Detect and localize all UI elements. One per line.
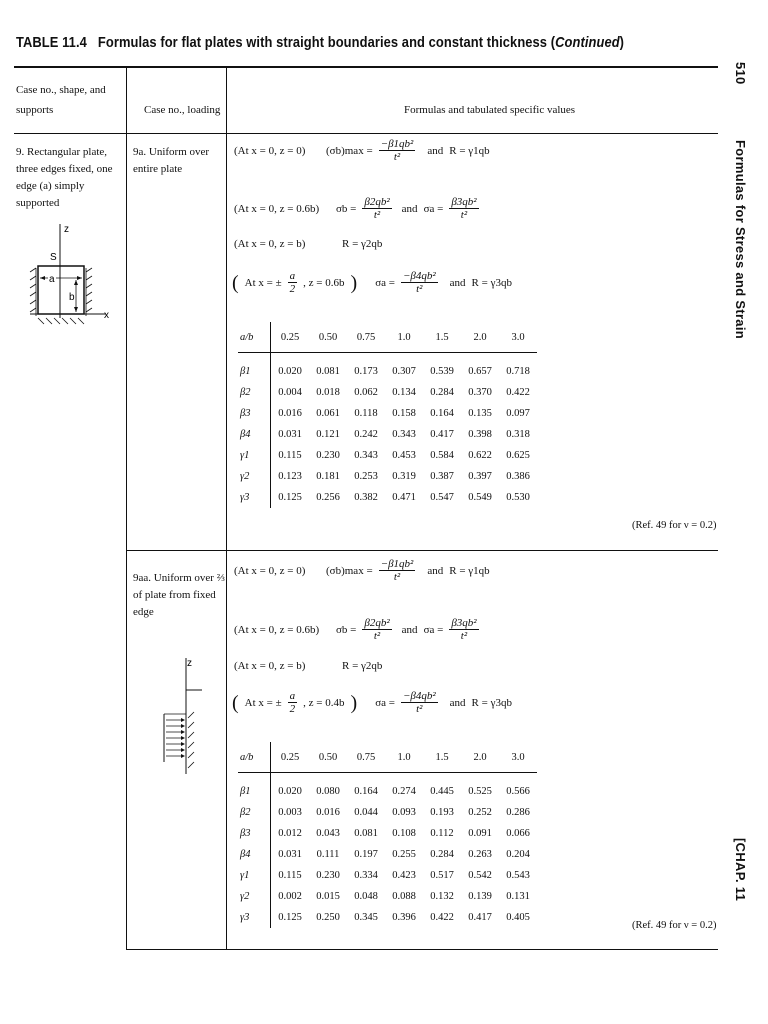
table-cell: 0.131 [506,891,530,902]
table-cell: 0.530 [506,492,530,503]
table-cell: 0.015 [316,891,340,902]
table-cell: 0.525 [468,786,492,797]
table-cell: 0.132 [430,891,454,902]
table-title [16,34,624,51]
diagram-a-label: a [49,274,55,285]
table-cell: 0.048 [354,891,378,902]
diagram-s-label: S [50,252,57,263]
column-divider-1 [126,68,127,949]
table-cell: 0.370 [468,387,492,398]
partial-load-diagram [158,654,208,776]
header-rule [14,133,718,134]
table-cell: 0.081 [316,366,340,377]
table-row [238,907,537,928]
table-cell: 0.088 [392,891,416,902]
table-cell: 0.396 [392,912,416,923]
table-row [238,886,537,907]
chapter-label: [CHAP. 11 [733,838,748,902]
table-cell: 0.164 [430,408,454,419]
table-cell: 0.657 [468,366,492,377]
table-cell: 0.471 [392,492,416,503]
table-cell: 0.417 [468,912,492,923]
table-cell: 0.018 [316,387,340,398]
table-cell: 0.091 [468,828,492,839]
table-cell: 0.543 [506,870,530,881]
case9a-formula-3: (At x = 0, z = b) R = γ2qb [234,238,383,250]
table-row [238,844,537,865]
table-cell: 0.382 [354,492,378,503]
table-cell: 0.181 [316,471,340,482]
table-cell: 0.417 [430,429,454,440]
row-label: β1 [238,773,271,803]
table-cell: 0.031 [278,849,302,860]
table-cell: 0.284 [430,849,454,860]
table-cell: 0.093 [392,807,416,818]
table-cell: 0.625 [506,450,530,461]
bottom-rule [126,949,718,950]
table-cell: 0.256 [316,492,340,503]
table-row [238,802,537,823]
table-cell: 0.343 [392,429,416,440]
table-row [238,773,537,803]
running-head: Formulas for Stress and Strain [733,140,748,339]
case9aa-loading-text: 9aa. Uniform over ⅔ of plate from fixed edge [133,572,225,618]
table-row [238,487,537,508]
top-rule [14,66,718,68]
table-cell: 0.334 [354,870,378,881]
table-cell: 0.453 [392,450,416,461]
case9a-values-table [238,322,537,508]
table-cell: 0.020 [278,786,302,797]
table-cell: 0.012 [278,828,302,839]
table-cell: 0.016 [278,408,302,419]
row-label: γ1 [238,445,271,466]
table-title-continued: Continued [555,34,620,51]
table-cell: 0.134 [392,387,416,398]
table-cell: 0.539 [430,366,454,377]
table-cell: 0.115 [278,870,302,881]
table-cell: 0.204 [506,849,530,860]
case9aa-formula-1: (At x = 0, z = 0) (σb)max = $\frac{\text{−β1qb²}}{\text{t²}}$ and R = γ1qb [234,558,490,583]
table-cell: 0.398 [468,429,492,440]
column-header-loading: Case no., loading [144,104,221,116]
table-cell: 0.549 [468,492,492,503]
case-divider [126,550,718,551]
diagram-z-label: z [64,224,69,235]
table-header-ab: a/b [238,322,271,353]
diagram-x-label: x [104,310,109,321]
diagram-b-label: b [69,292,75,303]
table-cell: 0.123 [278,471,302,482]
row-label: γ1 [238,865,271,886]
table-cell: 0.422 [430,912,454,923]
table-cell: 0.250 [316,912,340,923]
table-cell: 0.319 [392,471,416,482]
table-cell: 0.004 [278,387,302,398]
table-row [238,466,537,487]
case9a-formula-2: (At x = 0, z = 0.6b) σb = $\frac{\text{β2qb²}}{\text{t²}}$ and σa = $\frac{\text{β3qb²}}{\text{t²}}$ [234,196,477,221]
table-cell: 0.517 [430,870,454,881]
diagram2-z-label: z [187,658,192,669]
case9aa-formula-3: (At x = 0, z = b) R = γ2qb [234,660,383,672]
table-cell: 0.622 [468,450,492,461]
column-header-formulas: Formulas and tabulated specific values [404,104,576,116]
table-cell: 0.108 [392,828,416,839]
table-cell: 0.318 [506,429,530,440]
table-cell: 0.080 [316,786,340,797]
table-cell: 0.274 [392,786,416,797]
table-cell: 0.263 [468,849,492,860]
case9aa-formula-2: (At x = 0, z = 0.6b) σb = $\frac{\text{β2qb²}}{\text{t²}}$ and σa = $\frac{\text{β3qb²}}{\text{t²}}$ [234,617,477,642]
case9aa-formula-4: ( At x = ± $\frac{a}{2}$ , z = 0.4b ) σa = $\frac{\text{−β4qb²}}{\text{t²}}$ and R = γ3qb [232,690,512,715]
table-title-close: ) [619,34,625,51]
column-divider-2 [226,68,227,949]
case9aa-values-table [238,742,537,928]
case9a-table-header: a/b 0.25 0.50 0.75 1.0 1.5 2.0 3.0 [238,322,537,353]
table-row [238,382,537,403]
row-label: β3 [238,403,271,424]
table-cell: 0.253 [354,471,378,482]
table-cell: 0.286 [506,807,530,818]
table-cell: 0.081 [354,828,378,839]
table-cell: 0.197 [354,849,378,860]
table-cell: 0.405 [506,912,530,923]
row-label: β4 [238,424,271,445]
table-cell: 0.031 [278,429,302,440]
table-cell: 0.044 [354,807,378,818]
case9a-loading-text: 9a. Uniform over entire plate [133,146,210,175]
table-cell: 0.397 [468,471,492,482]
table-row [238,865,537,886]
table-cell: 0.423 [392,870,416,881]
rectangular-plate-diagram [26,222,118,328]
table-cell: 0.043 [316,828,340,839]
table-cell: 0.139 [468,891,492,902]
table-cell: 0.097 [506,408,530,419]
row-label: β4 [238,844,271,865]
case9a-formula-1: (At x = 0, z = 0) (σb)max = $\frac{\text{−β1qb²}}{\text{t²}}$ and R = γ1qb [234,138,490,163]
table-cell: 0.230 [316,870,340,881]
table-cell: 0.387 [430,471,454,482]
row-label: γ2 [238,466,271,487]
table-cell: 0.547 [430,492,454,503]
table-cell: 0.125 [278,492,302,503]
table-title-label: TABLE 11.4 [16,34,87,51]
page-number: 510 [733,62,748,85]
row-label: β1 [238,353,271,383]
table-cell: 0.003 [278,807,302,818]
table-cell: 0.307 [392,366,416,377]
row-label: γ3 [238,907,271,928]
row-label: γ2 [238,886,271,907]
table-cell: 0.173 [354,366,378,377]
table-cell: 0.121 [316,429,340,440]
table-cell: 0.252 [468,807,492,818]
table-cell: 0.542 [468,870,492,881]
table-cell: 0.066 [506,828,530,839]
table-cell: 0.255 [392,849,416,860]
table-cell: 0.386 [506,471,530,482]
table-cell: 0.125 [278,912,302,923]
table-cell: 0.566 [506,786,530,797]
table-row [238,823,537,844]
table-cell: 0.061 [316,408,340,419]
row-label: β2 [238,802,271,823]
case9a-formula-4: ( At x = ± $\frac{a}{2}$ , z = 0.6b ) σa = $\frac{\text{−β4qb²}}{\text{t²}}$ and R = γ3qb [232,270,512,295]
table-cell: 0.002 [278,891,302,902]
table-cell: 0.284 [430,387,454,398]
table-cell: 0.020 [278,366,302,377]
case9a-reference: (Ref. 49 for ν = 0.2) [632,520,717,531]
case9aa-table-header: a/b 0.25 0.50 0.75 1.0 1.5 2.0 3.0 [238,742,537,773]
table-cell: 0.135 [468,408,492,419]
table-cell: 0.230 [316,450,340,461]
table-cell: 0.164 [354,786,378,797]
table-row [238,403,537,424]
table-cell: 0.445 [430,786,454,797]
table-row [238,445,537,466]
table-cell: 0.345 [354,912,378,923]
row-label: β3 [238,823,271,844]
table-cell: 0.016 [316,807,340,818]
table-cell: 0.158 [392,408,416,419]
table-header-ab: a/b [238,742,271,773]
table-cell: 0.718 [506,366,530,377]
table-cell: 0.112 [430,828,454,839]
table-row [238,424,537,445]
table-cell: 0.343 [354,450,378,461]
column-header-shape: Case no., shape, and supports [16,84,106,116]
case9aa-reference: (Ref. 49 for ν = 0.2) [632,920,717,931]
table-cell: 0.062 [354,387,378,398]
case9-shape-text: 9. Rectangular plate, three edges fixed, one edge (a) simply supported [16,146,113,209]
table-cell: 0.193 [430,807,454,818]
table-row [238,353,537,383]
table-cell: 0.584 [430,450,454,461]
table-title-text: Formulas for flat plates with straight boundaries and constant thickness ( [97,34,556,51]
row-label: β2 [238,382,271,403]
table-cell: 0.111 [316,849,340,860]
table-cell: 0.422 [506,387,530,398]
row-label: γ3 [238,487,271,508]
table-cell: 0.118 [354,408,378,419]
table-cell: 0.115 [278,450,302,461]
table-cell: 0.242 [354,429,378,440]
